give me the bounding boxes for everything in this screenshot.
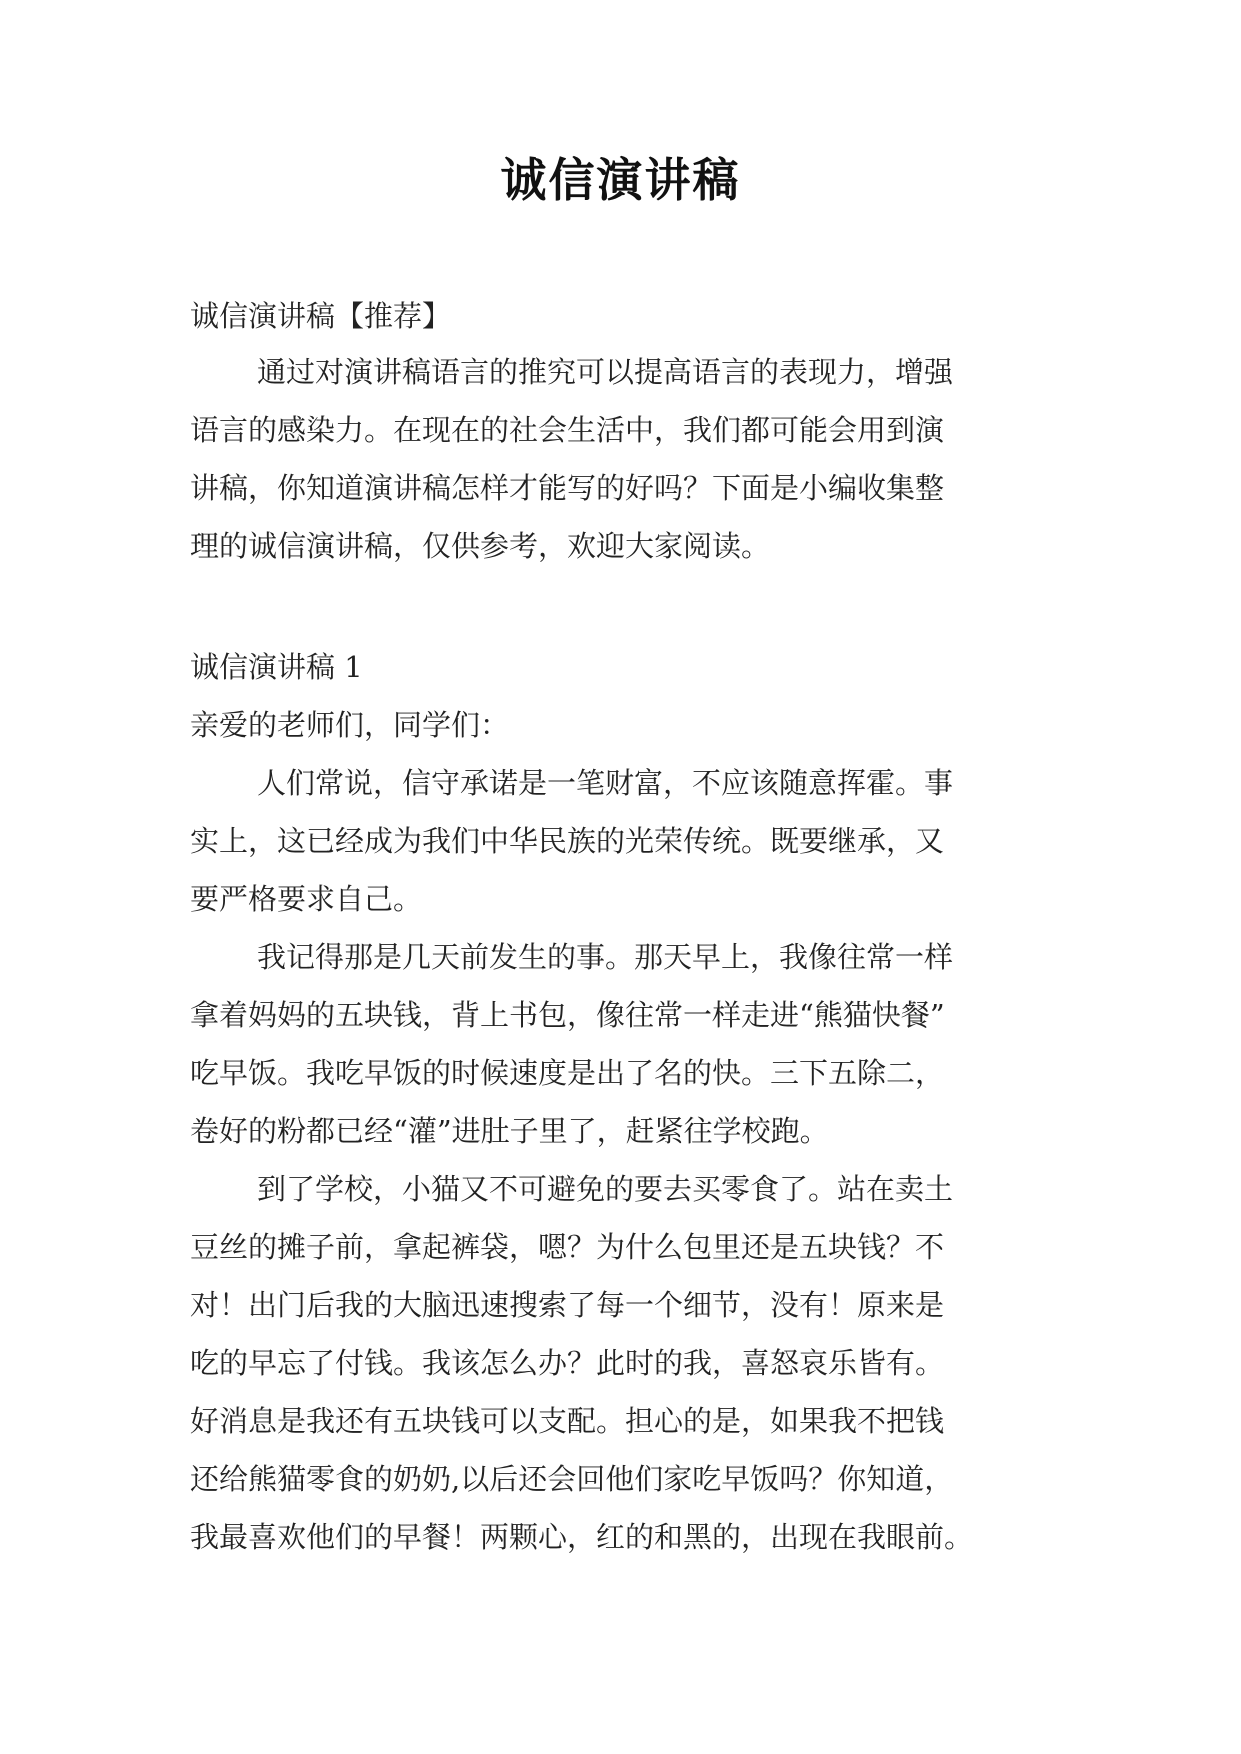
paragraph-line: 还给熊猫零食的奶奶,以后还会回他们家吃早饭吗？你知道，: [190, 1462, 954, 1496]
section-heading-intro: 诚信演讲稿【推荐】: [190, 299, 452, 333]
paragraph-line: 我记得那是几天前发生的事。那天早上，我像往常一样: [257, 940, 954, 974]
paragraph-line: 好消息是我还有五块钱可以支配。担心的是，如果我不把钱: [190, 1404, 945, 1438]
document-title: 诚信演讲稿: [500, 153, 741, 207]
paragraph-line: 我最喜欢他们的早餐！两颗心，红的和黑的，出现在我眼前。: [190, 1520, 974, 1554]
paragraph-line: 对！出门后我的大脑迅速搜索了每一个细节，没有！原来是: [190, 1288, 945, 1322]
paragraph-line: 拿着妈妈的五块钱，背上书包，像往常一样走进“熊猫快餐”: [190, 998, 945, 1032]
paragraph-line: 人们常说，信守承诺是一笔财富，不应该随意挥霍。事: [257, 766, 954, 800]
paragraph-line: 吃早饭。我吃早饭的时候速度是出了名的快。三下五除二，: [190, 1056, 945, 1090]
paragraph-line: 实上，这已经成为我们中华民族的光荣传统。既要继承，又: [190, 824, 945, 858]
paragraph-line: 语言的感染力。在现在的社会生活中，我们都可能会用到演: [190, 413, 945, 447]
paragraph-line: 豆丝的摊子前，拿起裤袋，嗯？为什么包里还是五块钱？不: [190, 1230, 945, 1264]
paragraph-line: 讲稿，你知道演讲稿怎样才能写的好吗？下面是小编收集整: [190, 471, 945, 505]
paragraph-line: 到了学校，小猫又不可避免的要去买零食了。站在卖土: [257, 1172, 954, 1206]
paragraph-line: 理的诚信演讲稿，仅供参考，欢迎大家阅读。: [190, 529, 771, 563]
paragraph-line: 吃的早忘了付钱。我该怎么办？此时的我，喜怒哀乐皆有。: [190, 1346, 945, 1380]
paragraph-line: 通过对演讲稿语言的推究可以提高语言的表现力，增强: [257, 355, 954, 389]
section-heading-speech-1: 诚信演讲稿 1: [190, 650, 363, 684]
salutation: 亲爱的老师们，同学们：: [190, 708, 510, 742]
paragraph-line: 卷好的粉都已经“灌”进肚子里了，赶紧往学校跑。: [190, 1114, 829, 1148]
paragraph-line: 要严格要求自己。: [190, 882, 423, 916]
